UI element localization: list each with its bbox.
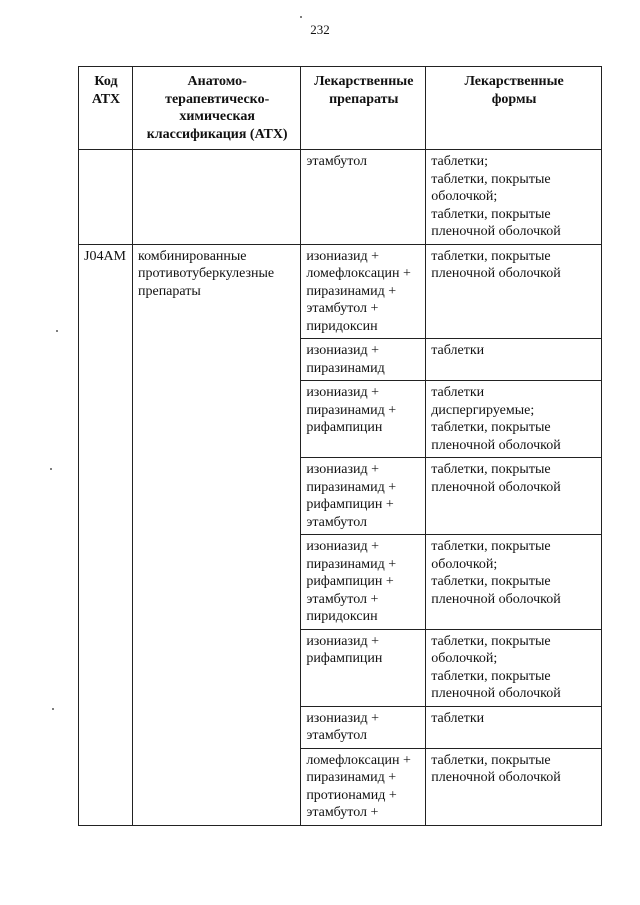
drug-line: пиразинамид [306, 360, 385, 376]
form-line: таблетки, покрытые [431, 206, 551, 222]
drug-line: рифампицин + [306, 497, 394, 512]
scan-speck [300, 16, 302, 18]
header-code [79, 67, 133, 150]
form-line: пленочной оболочкой [431, 437, 561, 453]
drug-line: пиразинамид + [306, 479, 397, 495]
form-cell [426, 381, 602, 458]
form-line: оболочкой; [431, 556, 498, 572]
page-number: 232 [310, 22, 330, 37]
drug-cell [301, 150, 426, 245]
form-line: пленочной оболочкой [431, 479, 561, 495]
drug-line: пиридоксин [306, 318, 378, 334]
form-line: таблетки, покрытые [431, 539, 551, 554]
classification-line: препараты [137, 283, 201, 299]
form-line: таблетки, покрытые [431, 668, 551, 684]
drug-cell [301, 535, 426, 630]
header-line: Код [94, 74, 118, 89]
form-line: таблетки, покрытые [431, 574, 551, 589]
drug-line: этамбутол + [306, 301, 379, 316]
drug-line: этамбутол + [306, 591, 379, 607]
form-line: оболочкой; [431, 651, 498, 666]
drug-line: пиразинамид + [306, 556, 397, 572]
form-line: таблетки; [431, 154, 489, 169]
classification-line: комбинированные [137, 248, 247, 264]
header-drugs [301, 67, 426, 150]
class-cell-empty [132, 150, 300, 245]
header-line: Анатомо- [187, 74, 247, 89]
drug-cell [301, 339, 426, 381]
form-line: таблетки, покрытые [431, 420, 551, 435]
form-line: таблетки, покрытые [431, 462, 551, 477]
header-line: Лекарственные [464, 74, 564, 89]
form-line: таблетки, покрытые [431, 248, 551, 264]
form-cell [426, 244, 602, 339]
drug-line: изониазид + [306, 462, 379, 477]
form-line: диспергируемые; [431, 402, 535, 418]
form-cell [426, 150, 602, 245]
atc-code: J04AM [84, 248, 127, 264]
drug-line: пиразинамид + [306, 402, 397, 418]
code-cell [79, 244, 133, 825]
form-line: таблетки [431, 710, 485, 726]
form-cell [426, 535, 602, 630]
form-line: пленочной оболочкой [431, 224, 561, 239]
header-line: препараты [329, 91, 399, 107]
form-line: таблетки [431, 385, 485, 400]
scan-speck [52, 708, 54, 710]
drug-line: изониазид + [306, 710, 379, 726]
table-row [79, 244, 602, 339]
drug-line: ломефлоксацин + [306, 266, 411, 281]
form-line: оболочкой; [431, 189, 498, 204]
header-line: Лекарственные [314, 74, 414, 89]
drug-line: изониазид + [306, 343, 379, 358]
form-cell [426, 629, 602, 706]
scan-speck [56, 330, 58, 332]
form-cell [426, 458, 602, 535]
table-row [79, 150, 602, 245]
drug-line: изониазид + [306, 539, 379, 554]
drug-cell [301, 706, 426, 748]
header-line: формы [491, 91, 537, 107]
drug-line: ломефлоксацин + [306, 752, 411, 768]
drug-cell [301, 244, 426, 339]
drug-cell [301, 458, 426, 535]
drug-cell [301, 748, 426, 825]
form-line: пленочной оболочкой [431, 266, 561, 281]
form-line: таблетки, покрытые [431, 171, 551, 187]
drug-line: рифампицин + [306, 574, 394, 589]
classification-cell [132, 244, 300, 825]
form-cell [426, 748, 602, 825]
header-line: классификация (АТХ) [146, 126, 288, 142]
code-cell-empty [79, 150, 133, 245]
form-line: таблетки [431, 343, 485, 358]
drug-line: изониазид + [306, 248, 379, 264]
form-cell [426, 706, 602, 748]
form-line: таблетки, покрытые [431, 752, 551, 768]
drug-line: рифампицин [306, 420, 383, 435]
drug-cell [301, 381, 426, 458]
header-classification [132, 67, 300, 150]
form-cell [426, 339, 602, 381]
form-line: пленочной оболочкой [431, 770, 561, 785]
drug-line: этамбутол [306, 514, 368, 530]
form-line: пленочной оболочкой [431, 686, 561, 701]
drug-line: изониазид + [306, 385, 379, 400]
form-line: таблетки, покрытые [431, 633, 551, 649]
header-line: химическая [179, 109, 255, 124]
drug-line: протионамид + [306, 787, 397, 803]
header-forms [426, 67, 602, 150]
drug-line: этамбутол [306, 728, 368, 743]
drug-line: пиразинамид + [306, 770, 397, 785]
table-header-row [79, 67, 602, 150]
drug-line: изониазид + [306, 633, 379, 649]
drug-line: рифампицин [306, 651, 383, 666]
drug-line: этамбутол [306, 154, 368, 169]
drug-cell [301, 629, 426, 706]
form-line: пленочной оболочкой [431, 591, 561, 607]
scan-speck [50, 468, 52, 470]
header-line: АТХ [91, 91, 121, 107]
classification-line: противотуберкулезные [137, 266, 275, 281]
drug-line: пиразинамид + [306, 283, 397, 299]
drug-line: этамбутол + [306, 805, 379, 820]
drug-line: пиридоксин [306, 609, 378, 624]
atc-medication-table [78, 66, 602, 826]
header-line: терапевтическо- [165, 91, 270, 107]
